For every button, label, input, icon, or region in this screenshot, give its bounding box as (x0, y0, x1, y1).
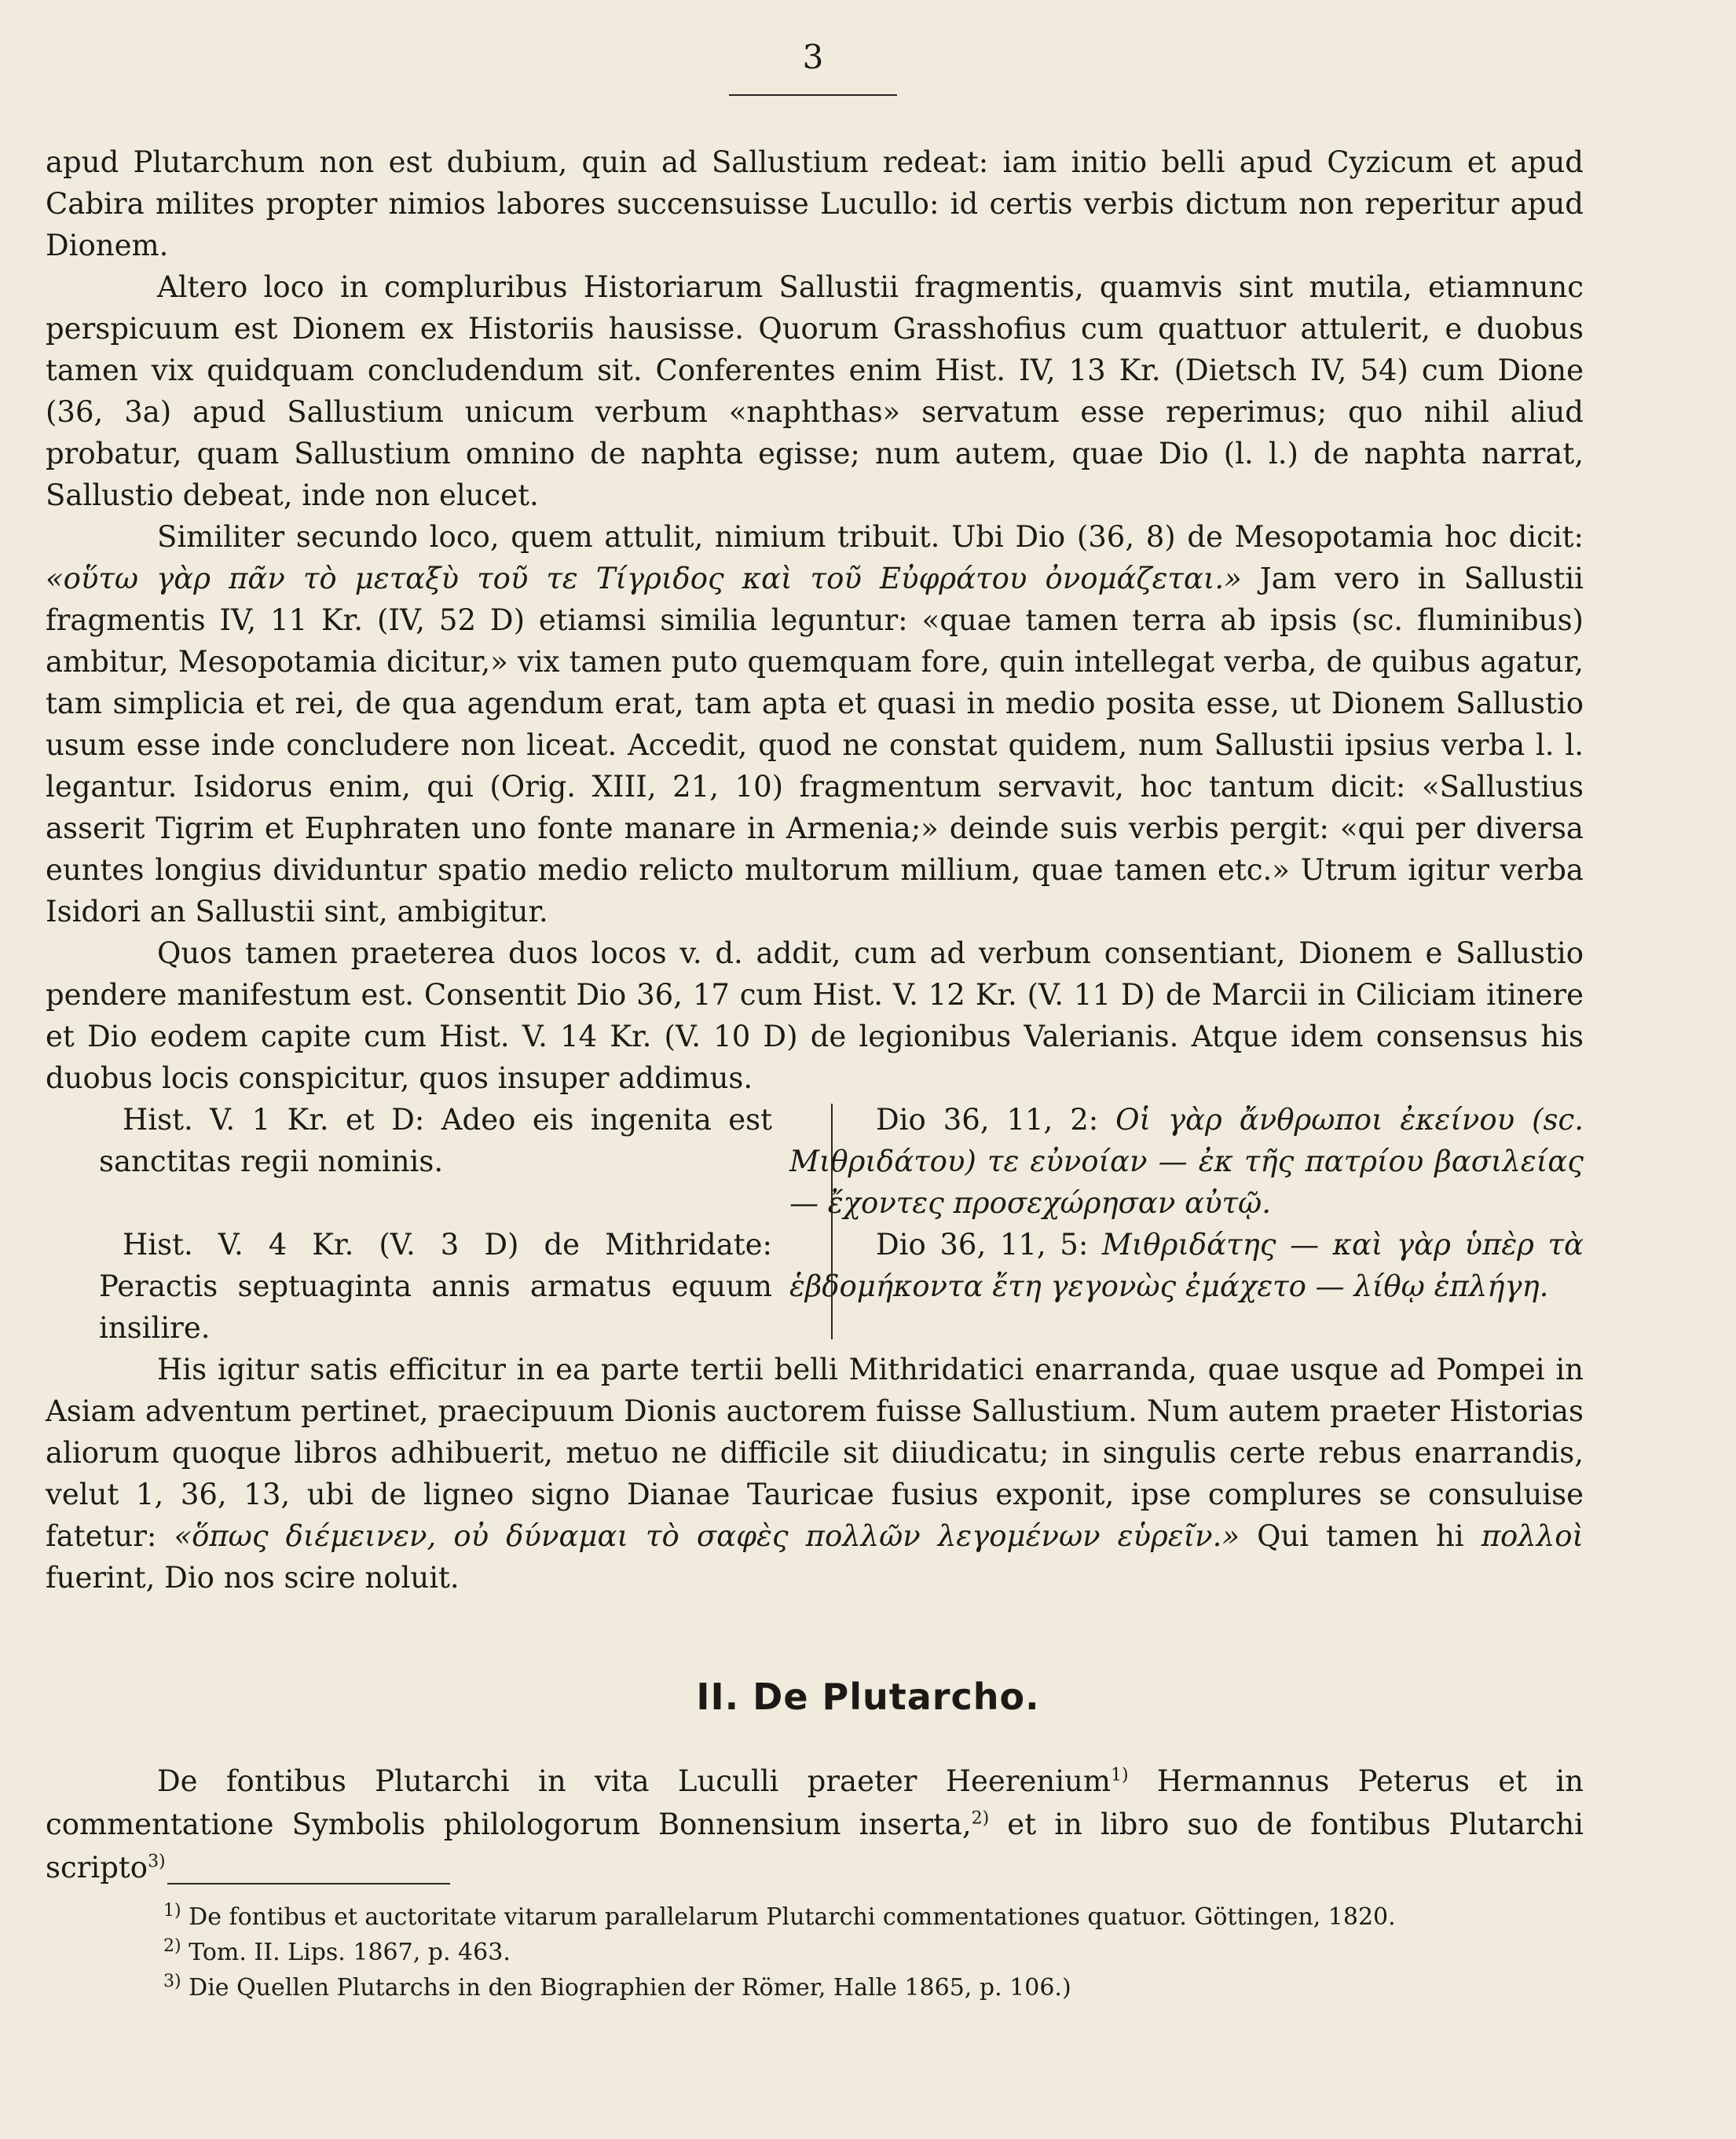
footnote-2-text: Tom. II. Lips. 1867, p. 463. (189, 1939, 511, 1966)
page-number: 3 (802, 38, 824, 76)
paragraph-5-part-c: fuerint, Dio nos scire noluit. (46, 1561, 460, 1595)
right-item-1-greek: Οἱ γὰρ ἄνθρωποι ἐκείνου (sc. Μιθριδάτου) τε εὐνοίαν — ἐκ τῆς πατρίου βασιλείας — ἔχοντες προσεχώρησαν αὐτῷ. (789, 1103, 1584, 1220)
greek-quote-mesopotamia: «οὕτω γὰρ πᾶν τὸ μεταξὺ τοῦ τε Τίγριδος καὶ τοῦ Εὐφράτου ὀνομάζεται.» (46, 562, 1242, 595)
right-column (772, 1099, 1584, 1349)
paragraph-6-part-b: Hermannus Peterus et in commentatione Symbolis philologorum Bonnensium inserta, (46, 1764, 1584, 1841)
paragraph-3 (46, 516, 1584, 932)
footnote-2 (163, 1935, 1577, 1970)
right-item-2-ref: Dio 36, 11, 5: (876, 1228, 1102, 1262)
footnote-1-mark: 1) (163, 1901, 181, 1921)
footnotes (163, 1899, 1577, 2005)
paragraph-4: Quos tamen praeterea duos locos v. d. addit, cum ad verbum consentiant, Dionem e Sallustio pendere manifestum est. Consentit Dio 36, 17 cum Hist. V. 12 Kr. (V. 11 D) de Marcii in Ciliciam itinere et Dio eodem capite cum Hist. V. 14 Kr. (V. 10 D) de legionibus Valerianis. Atque idem consensus his duobus locis conspicitur, quos insuper addimus. (46, 936, 1584, 1095)
left-column (46, 1099, 772, 1349)
right-item-2-greek: Μιθριδάτης — καὶ γὰρ ὑπὲρ τὰ ἑβδομήκοντα ἔτη γεγονὼς ἐμάχετο — λίθῳ ἐπλήγη. (789, 1228, 1584, 1303)
footnote-3 (163, 1970, 1577, 2005)
paragraph-5-part-b: Qui tamen hi (1240, 1519, 1481, 1553)
paragraph-6 (46, 1760, 1584, 1889)
paragraph-1: apud Plutarchum non est dubium, quin ad Sallustium redeat: iam initio belli apud Cyzicum et apud Cabira milites propter nimios labores succensuisse Lucullo: id certis verbis dictum non reperitur apud Dionem. (46, 145, 1584, 262)
footnote-1 (163, 1899, 1577, 1935)
greek-quote-diana: «ὅπως διέμεινεν, οὐ δύναμαι τὸ σαφὲς πολλῶν λεγομένων εὑρεῖν.» (174, 1519, 1240, 1553)
footnote-3-text: Die Quellen Plutarchs in den Biographien der Römer, Halle 1865, p. 106.) (189, 1974, 1071, 2002)
left-spacer (99, 1182, 772, 1224)
paragraph-3-part-b: Jam vero in Sallustii fragmentis IV, 11 Kr. (IV, 52 D) etiamsi similia leguntur: «quae tamen terra ab ipsis (sc. fluminibus) ambitur, Mesopotamia dicitur,» vix tamen puto quemquam fore, quin intellegat verba, de quibus agatur, tam simplicia et rei, de qua agendum erat, tam apta et quasi in medio posita esse, ut Dionem Sallustio usum esse inde concludere non liceat. Accedit, quod ne constat quidem, num Sallustii ipsius verba l. l. legantur. Isidorus enim, qui (Orig. XIII, 21, 10) fragmentum servavit, hoc tantum dicit: «Sallustius asserit Tigrim et Euphraten uno fonte manare in Armenia;» deinde suis verbis pergit: «qui per diversa euntes longius dividuntur spatio medio relicto multorum millium, quae tamen etc.» Utrum igitur verba Isidori an Sallustii sint, ambigitur. (46, 562, 1584, 928)
right-item-2 (789, 1224, 1584, 1307)
footnote-3-mark: 3) (163, 1972, 181, 1991)
footnote-ref-2[interactable]: 2) (971, 1808, 990, 1829)
parallel-columns (46, 1099, 1584, 1349)
column-divider (831, 1104, 833, 1339)
footnote-2-mark: 2) (163, 1936, 181, 1956)
footnote-1-text: De fontibus et auctoritate vitarum parallelarum Plutarchi commentationes quatuor. Göttingen, 1820. (189, 1903, 1396, 1931)
paragraph-6-part-a: De fontibus Plutarchi in vita Luculli praeter Heerenium (157, 1764, 1111, 1798)
right-item-1-ref: Dio 36, 11, 2: (876, 1103, 1116, 1137)
paragraph-3-part-a: Similiter secundo loco, quem attulit, nimium tribuit. Ubi Dio (36, 8) de Mesopotamia hoc dicit: (157, 520, 1584, 554)
paragraph-6-part-c: et in libro suo de fontibus Plutarchi scripto (46, 1808, 1584, 1884)
footnote-ref-1[interactable]: 1) (1110, 1765, 1129, 1786)
paragraph-5-part-a: His igitur satis efficitur in ea parte tertii belli Mithridatici enarranda, quae usque ad Pompei in Asiam adventum pertinet, praecipuum Dionis auctorem fuisse Sallustium. Num autem praeter Historias aliorum quoque libros adhibuerit, metuo ne difficile sit diiudicatu; in singulis certe rebus enarrandis, velut 1, 36, 13, ubi de ligneo signo Dianae Tauricae fusius exponit, ipse complures se consuluise fatetur: (46, 1353, 1584, 1553)
footnote-ref-3[interactable]: 3) (148, 1851, 166, 1872)
greek-word-polloi: πολλοὶ (1481, 1519, 1584, 1553)
paragraph-5 (46, 1349, 1584, 1599)
section-heading: II. De Plutarcho. (696, 1676, 1040, 1718)
page-number-rule (729, 94, 897, 96)
paragraph-2: Altero loco in compluribus Historiarum Sallustii fragmentis, quamvis sint mutila, etiamnunc perspicuum est Dionem ex Historiis hausisse. Quorum Grasshofius cum quattuor attulerit, e duobus tamen vix quidquam concludendum sit. Conferentes enim Hist. IV, 13 Kr. (Dietsch IV, 54) cum Dione (36, 3a) apud Sallustium unicum verbum «naphthas» servatum esse reperimus; quo nihil aliud probatur, quam Sallustium omnino de naphta egisse; num autem, quae Dio (l. l.) de naphta narrat, Sallustio debeat, inde non elucet. (46, 270, 1584, 512)
footnote-rule (167, 1883, 450, 1884)
left-item-1: Hist. V. 1 Kr. et D: Adeo eis ingenita est sanctitas regii nominis. (99, 1103, 772, 1178)
main-text (46, 141, 1584, 1599)
section-text (46, 1760, 1584, 1889)
right-item-1 (789, 1099, 1584, 1224)
left-item-2: Hist. V. 4 Kr. (V. 3 D) de Mithridate: Peractis septuaginta annis armatus equum insilire. (99, 1228, 772, 1345)
